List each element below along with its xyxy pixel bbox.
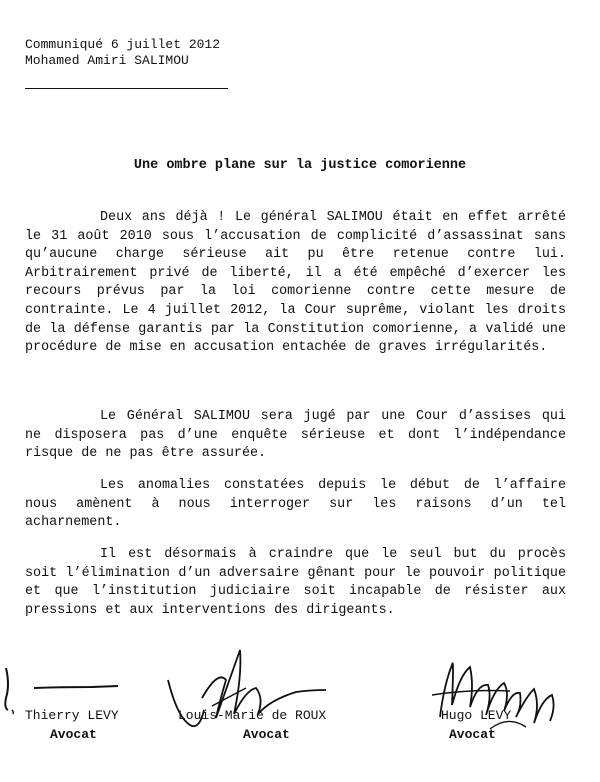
paragraph-4: Il est désormais à craindre que le seul but du procès soit l’élimination d’un adversaire gênant pour le pouvoir politique et que l’institution judiciaire soit incapable de résister aux pressions et aux interventions des dirigeants. <box>25 547 566 618</box>
header-rule <box>25 88 228 89</box>
signatory-role-2: Avocat <box>243 727 290 742</box>
signatory-name-3: Hugo LEVY <box>441 708 512 723</box>
signatory-role-3: Avocat <box>449 727 496 742</box>
paragraph-3: Les anomalies constatées depuis le début de l’affaire nous amènent à nous interroger sur les raisons d’un tel acharnement. <box>25 478 566 531</box>
signatory-role-1: Avocat <box>50 727 97 742</box>
paragraph-1: Deux ans déjà ! Le général SALIMOU était en effet arrêté le 31 août 2010 sous l’accusation de complicité d’assassinat sans qu’aucune charge sérieuse ait pu être retenue contre lui. Arbitrairement privé de liberté, il a été empêché d’exercer les recours prévus par la loi comorienne contre cette mesure de contrainte. Le 4 juillet 2012, la Cour suprême, violant les droits de la défense garantis par la Constitution comorienne, a validé une procédure de mise en accusation entachée de graves irrégularités. <box>25 210 566 356</box>
communique-date: Communiqué 6 juillet 2012 <box>25 37 221 52</box>
signatory-name-2: Louis-Marie de ROUX <box>178 708 327 723</box>
paragraph-2: Le Général SALIMOU sera jugé par une Cour d’assises qui ne disposera pas d’une enquête sérieuse et dont l’indépendance risque de ne pas être assurée. <box>25 409 566 462</box>
subject-name: Mohamed Amiri SALIMOU <box>25 53 189 68</box>
signatory-name-1: Thierry LEVY <box>25 708 119 723</box>
signature-hugo-levy <box>430 645 580 740</box>
document-title: Une ombre plane sur la justice comorienne <box>133 158 467 173</box>
